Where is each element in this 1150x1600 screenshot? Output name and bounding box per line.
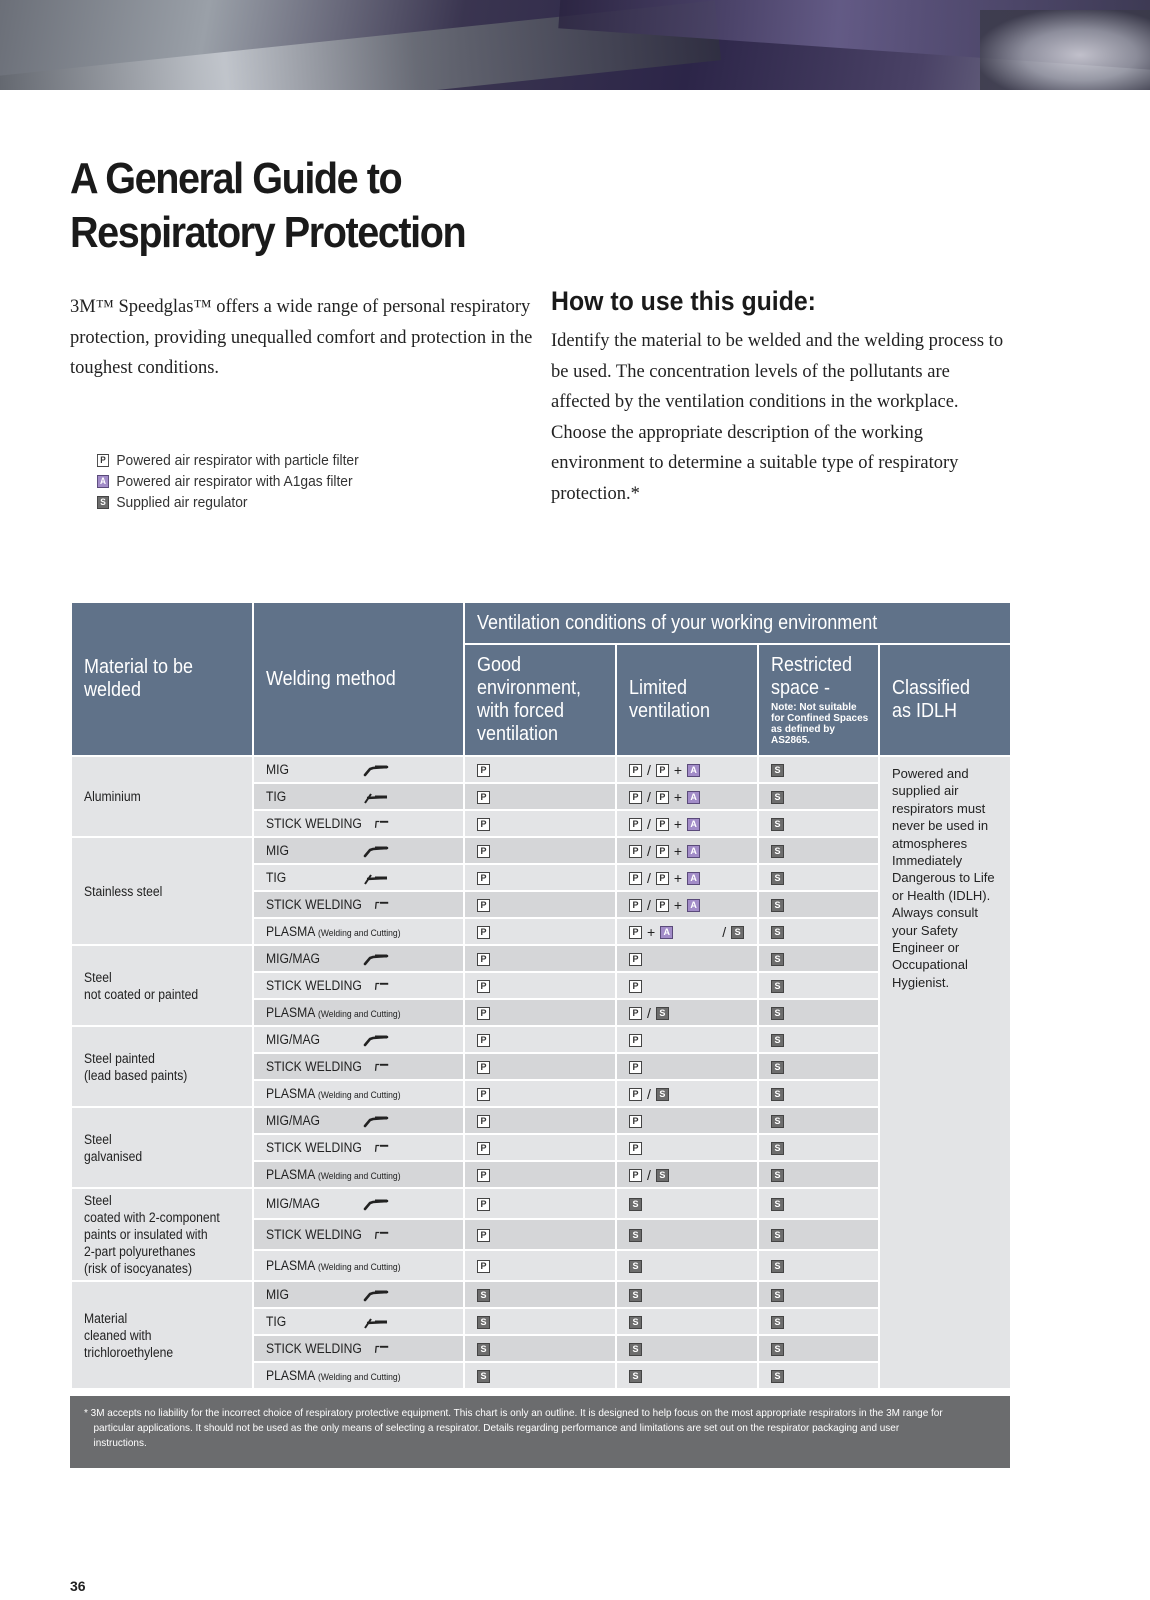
title-line-1: A General Guide to	[70, 154, 402, 203]
good-env-cell	[464, 918, 616, 945]
method-cell: STICK WELDING	[253, 1053, 464, 1080]
mig-torch-icon	[363, 951, 389, 967]
particle-filter-icon: P	[629, 1088, 642, 1101]
supplied-air-icon: S	[629, 1229, 642, 1242]
symbol-legend	[97, 450, 359, 513]
particle-filter-icon: P	[629, 899, 642, 912]
supplied-air-icon: S	[629, 1289, 642, 1302]
particle-filter-icon: P	[477, 899, 490, 912]
header-method: Welding method	[253, 602, 464, 756]
method-cell: TIG	[253, 783, 464, 810]
supplied-air-icon: S	[771, 1169, 784, 1182]
method-cell: MIG/MAG	[253, 1026, 464, 1053]
mig-torch-icon	[363, 1032, 389, 1048]
tig-torch-icon	[363, 789, 389, 805]
good-env-cell	[464, 1053, 616, 1080]
good-env-cell	[464, 1134, 616, 1161]
idlh-warning-cell: Powered and supplied air respirators must never be used in atmospheres Immediately Dangerous to Life or Health (IDLH). Always consult your Safety Engineer or Occupational Hygienist.	[879, 756, 1011, 1389]
table-row	[71, 1107, 1011, 1134]
table-row	[71, 837, 1011, 864]
legend-text: Powered air respirator with particle filter	[116, 452, 359, 469]
table-row	[71, 1188, 1011, 1219]
limited-vent-cell: P / S	[616, 999, 758, 1026]
supplied-air-icon: S	[771, 1343, 784, 1356]
method-cell: PLASMA (Welding and Cutting)	[253, 999, 464, 1026]
supplied-air-icon: S	[477, 1370, 490, 1383]
good-env-cell	[464, 972, 616, 999]
good-env-cell	[464, 756, 616, 783]
guide-paragraph: Identify the material to be welded and the welding process to be used. The concentration levels of the pollutants are affected by the ventilation conditions in the workplace. Choose the appropriate description of the working environment to determine a suitable type of respiratory protection.*	[551, 331, 1004, 504]
limited-vent-cell	[616, 1308, 758, 1335]
particle-filter-icon: P	[629, 1169, 642, 1182]
method-cell: PLASMA (Welding and Cutting)	[253, 918, 464, 945]
particle-filter-icon: P	[477, 1061, 490, 1074]
limited-vent-cell: P / P + A	[616, 783, 758, 810]
supplied-air-icon: S	[771, 1034, 784, 1047]
particle-filter-icon: P	[629, 791, 642, 804]
method-cell: STICK WELDING	[253, 891, 464, 918]
header-ventilation: Ventilation conditions of your working environment	[464, 602, 1011, 644]
legend-text: Powered air respirator with A1gas filter	[116, 473, 353, 490]
supplied-air-icon: S	[771, 953, 784, 966]
mig-torch-icon	[363, 1113, 389, 1129]
stick-electrode-icon	[373, 1140, 389, 1156]
limited-vent-cell	[616, 1219, 758, 1250]
good-env-cell	[464, 1362, 616, 1389]
supplied-air-icon: S	[771, 926, 784, 939]
supplied-air-icon: S	[656, 1007, 669, 1020]
page-title	[70, 152, 465, 260]
gas-filter-icon: A	[687, 845, 700, 858]
supplied-air-icon: S	[771, 764, 784, 777]
restricted-cell	[758, 837, 879, 864]
good-env-cell	[464, 864, 616, 891]
method-cell: STICK WELDING	[253, 1219, 464, 1250]
header-good-environment: Good environment, with forced ventilation	[464, 644, 616, 756]
limited-vent-cell: P / P + A	[616, 891, 758, 918]
particle-filter-icon: P	[656, 845, 669, 858]
table-row	[71, 1026, 1011, 1053]
stick-electrode-icon	[373, 1341, 389, 1357]
particle-filter-icon: P	[477, 1198, 490, 1211]
particle-filter-icon: P	[477, 953, 490, 966]
supplied-air-icon: S	[771, 1061, 784, 1074]
supplied-air-icon: S	[731, 926, 744, 939]
good-env-cell	[464, 810, 616, 837]
particle-filter-icon: P	[629, 1061, 642, 1074]
restricted-cell	[758, 972, 879, 999]
particle-filter-icon: P	[477, 1007, 490, 1020]
material-cell: Steel painted (lead based paints)	[71, 1026, 253, 1107]
method-cell: STICK WELDING	[253, 1134, 464, 1161]
limited-vent-cell	[616, 1026, 758, 1053]
restricted-cell	[758, 864, 879, 891]
limited-vent-cell	[616, 1134, 758, 1161]
supplied-air-icon: S	[656, 1169, 669, 1182]
limited-vent-cell: P / P + A	[616, 810, 758, 837]
restricted-cell	[758, 999, 879, 1026]
limited-vent-cell	[616, 1335, 758, 1362]
supplied-air-icon: S	[771, 980, 784, 993]
limited-vent-cell: P / P + A	[616, 837, 758, 864]
supplied-air-icon: S	[629, 1198, 642, 1211]
limited-vent-cell	[616, 1188, 758, 1219]
restricted-cell	[758, 1362, 879, 1389]
mig-torch-icon	[363, 762, 389, 778]
gas-filter-icon: A	[687, 818, 700, 831]
supplied-air-icon: S	[771, 1142, 784, 1155]
particle-filter-icon: P	[477, 1142, 490, 1155]
title-line-2: Respiratory Protection	[70, 208, 466, 257]
limited-vent-cell: P / P + A	[616, 864, 758, 891]
gas-filter-icon: A	[687, 899, 700, 912]
header-idlh: Classified as IDLH	[879, 644, 1011, 756]
method-cell: MIG	[253, 1281, 464, 1308]
page-number: 36	[70, 1578, 86, 1594]
restricted-cell	[758, 1107, 879, 1134]
intro-paragraph: 3M™ Speedglas™ offers a wide range of personal respiratory protection, providing unequalled comfort and protection in the toughest conditions.	[70, 297, 533, 378]
header-photo-banner	[0, 0, 1150, 90]
method-cell: MIG/MAG	[253, 1107, 464, 1134]
material-cell: Steel coated with 2-component paints or insulated with 2-part polyurethanes (risk of isocyanates)	[71, 1188, 253, 1281]
supplied-air-icon: S	[477, 1316, 490, 1329]
limited-vent-cell	[616, 945, 758, 972]
limited-vent-cell	[616, 972, 758, 999]
gas-filter-icon: A	[687, 764, 700, 777]
particle-filter-icon: P	[629, 818, 642, 831]
mig-torch-icon	[363, 1287, 389, 1303]
limited-vent-cell: P / S	[616, 1161, 758, 1188]
restricted-cell	[758, 756, 879, 783]
stick-electrode-icon	[373, 816, 389, 832]
good-env-cell	[464, 1188, 616, 1219]
supplied-air-icon: S	[771, 1088, 784, 1101]
restricted-cell	[758, 1219, 879, 1250]
good-env-cell	[464, 1219, 616, 1250]
particle-filter-icon: P	[477, 818, 490, 831]
particle-filter-icon: P	[477, 764, 490, 777]
supplied-air-icon: S	[771, 1115, 784, 1128]
restricted-cell	[758, 1053, 879, 1080]
supplied-air-icon: S	[771, 1198, 784, 1211]
limited-vent-cell	[616, 1250, 758, 1281]
supplied-air-icon: S	[477, 1343, 490, 1356]
particle-filter-icon: P	[656, 764, 669, 777]
restricted-cell	[758, 945, 879, 972]
particle-filter-icon: P	[629, 845, 642, 858]
tig-torch-icon	[363, 1314, 389, 1330]
restricted-cell	[758, 1026, 879, 1053]
method-cell: PLASMA (Welding and Cutting)	[253, 1362, 464, 1389]
restricted-cell	[758, 1281, 879, 1308]
supplied-air-icon: S	[771, 1289, 784, 1302]
particle-filter-icon: P	[629, 1034, 642, 1047]
limited-vent-cell	[616, 1107, 758, 1134]
method-cell: PLASMA (Welding and Cutting)	[253, 1080, 464, 1107]
restricted-cell	[758, 1250, 879, 1281]
particle-filter-icon: P	[629, 980, 642, 993]
good-env-cell	[464, 1107, 616, 1134]
restricted-cell	[758, 1335, 879, 1362]
particle-filter-icon: P	[629, 764, 642, 777]
material-cell: Steel galvanised	[71, 1107, 253, 1188]
restricted-cell	[758, 1308, 879, 1335]
table-row	[71, 1281, 1011, 1308]
limited-vent-cell	[616, 1362, 758, 1389]
particle-filter-icon: P	[477, 1088, 490, 1101]
stick-electrode-icon	[373, 1227, 389, 1243]
particle-filter-icon: P	[629, 1115, 642, 1128]
restricted-cell	[758, 1134, 879, 1161]
supplied-air-icon: S	[629, 1343, 642, 1356]
material-cell: Material cleaned with trichloroethylene	[71, 1281, 253, 1389]
method-cell: PLASMA (Welding and Cutting)	[253, 1161, 464, 1188]
restricted-cell	[758, 783, 879, 810]
supplied-air-icon: S	[771, 818, 784, 831]
restricted-cell	[758, 891, 879, 918]
restricted-cell	[758, 1161, 879, 1188]
supplied-air-icon: S	[771, 1229, 784, 1242]
particle-filter-icon: P	[477, 980, 490, 993]
good-env-cell	[464, 1026, 616, 1053]
gas-filter-icon: A	[660, 926, 673, 939]
supplied-air-icon: S	[771, 1316, 784, 1329]
supplied-air-icon: S	[771, 872, 784, 885]
method-cell: STICK WELDING	[253, 1335, 464, 1362]
supplied-air-icon: S	[477, 1289, 490, 1302]
particle-filter-icon: P	[97, 454, 109, 467]
stick-electrode-icon	[373, 1059, 389, 1075]
stick-electrode-icon	[373, 897, 389, 913]
material-cell: Aluminium	[71, 756, 253, 837]
method-cell: TIG	[253, 864, 464, 891]
supplied-air-icon: S	[771, 899, 784, 912]
supplied-air-icon: S	[771, 845, 784, 858]
stick-electrode-icon	[373, 978, 389, 994]
header-material: Material to be welded	[71, 602, 253, 756]
respiratory-guide-table	[70, 601, 1012, 1390]
supplied-air-icon: S	[656, 1088, 669, 1101]
particle-filter-icon: P	[477, 791, 490, 804]
good-env-cell	[464, 1308, 616, 1335]
particle-filter-icon: P	[629, 953, 642, 966]
tig-torch-icon	[363, 870, 389, 886]
particle-filter-icon: P	[477, 1115, 490, 1128]
limited-vent-cell: P / S	[616, 1080, 758, 1107]
footnote: * 3M accepts no liability for the incorrect choice of respiratory protective equipment. This chart is only an outline. It is designed to help focus on the most appropriate respirators in the 3M range for particular applications. It should not be used as the only means of selecting a respirator. Details regarding performance and limitations are set out on the respirator packaging and user instructions.	[70, 1396, 1010, 1468]
supplied-air-icon: S	[771, 1260, 784, 1273]
limited-vent-cell	[616, 1053, 758, 1080]
gas-filter-icon: A	[687, 791, 700, 804]
method-cell: PLASMA (Welding and Cutting)	[253, 1250, 464, 1281]
particle-filter-icon: P	[656, 791, 669, 804]
supplied-air-icon: S	[771, 791, 784, 804]
legend-item	[97, 471, 359, 492]
table-row	[71, 756, 1011, 783]
restricted-cell	[758, 810, 879, 837]
legend-text: Supplied air regulator	[116, 494, 248, 511]
limited-vent-cell	[616, 1281, 758, 1308]
method-cell: MIG	[253, 837, 464, 864]
material-cell: Stainless steel	[71, 837, 253, 945]
particle-filter-icon: P	[477, 1034, 490, 1047]
particle-filter-icon: P	[656, 899, 669, 912]
supplied-air-icon: S	[629, 1260, 642, 1273]
table-row	[71, 945, 1011, 972]
method-cell: MIG/MAG	[253, 1188, 464, 1219]
good-env-cell	[464, 837, 616, 864]
method-cell: TIG	[253, 1308, 464, 1335]
method-cell: MIG	[253, 756, 464, 783]
particle-filter-icon: P	[629, 926, 642, 939]
good-env-cell	[464, 891, 616, 918]
particle-filter-icon: P	[656, 818, 669, 831]
good-env-cell	[464, 999, 616, 1026]
supplied-air-icon: S	[771, 1007, 784, 1020]
guide-heading: How to use this guide:	[551, 286, 816, 316]
gas-filter-icon: A	[687, 872, 700, 885]
good-env-cell	[464, 1335, 616, 1362]
good-env-cell	[464, 783, 616, 810]
mig-torch-icon	[363, 843, 389, 859]
method-cell: STICK WELDING	[253, 810, 464, 837]
mig-torch-icon	[363, 1196, 389, 1212]
particle-filter-icon: P	[477, 1229, 490, 1242]
particle-filter-icon: P	[629, 1142, 642, 1155]
header-limited-ventilation: Limited ventilation	[616, 644, 758, 756]
supplied-air-icon: S	[629, 1316, 642, 1329]
good-env-cell	[464, 945, 616, 972]
method-cell: STICK WELDING	[253, 972, 464, 999]
good-env-cell	[464, 1161, 616, 1188]
supplied-air-icon: S	[629, 1370, 642, 1383]
method-cell: MIG/MAG	[253, 945, 464, 972]
particle-filter-icon: P	[477, 1260, 490, 1273]
gas-filter-icon: A	[97, 475, 109, 488]
legend-item	[97, 492, 359, 513]
restricted-cell	[758, 1188, 879, 1219]
particle-filter-icon: P	[629, 1007, 642, 1020]
good-env-cell	[464, 1080, 616, 1107]
particle-filter-icon: P	[477, 845, 490, 858]
particle-filter-icon: P	[629, 872, 642, 885]
good-env-cell	[464, 1250, 616, 1281]
restricted-note: Note: Not suitable for Confined Spaces as defined by AS2865.	[771, 702, 869, 746]
good-env-cell	[464, 1281, 616, 1308]
limited-vent-cell: P / P + A	[616, 756, 758, 783]
particle-filter-icon: P	[477, 926, 490, 939]
particle-filter-icon: P	[656, 872, 669, 885]
particle-filter-icon: P	[477, 872, 490, 885]
limited-vent-cell: P + A / S	[616, 918, 758, 945]
particle-filter-icon: P	[477, 1169, 490, 1182]
restricted-cell	[758, 918, 879, 945]
material-cell: Steel not coated or painted	[71, 945, 253, 1026]
restricted-cell	[758, 1080, 879, 1107]
legend-item	[97, 450, 359, 471]
supplied-air-icon: S	[771, 1370, 784, 1383]
supplied-air-icon: S	[97, 496, 109, 509]
header-restricted-space: Restricted space - Note: Not suitable for Confined Spaces as defined by AS2865.	[758, 644, 879, 756]
